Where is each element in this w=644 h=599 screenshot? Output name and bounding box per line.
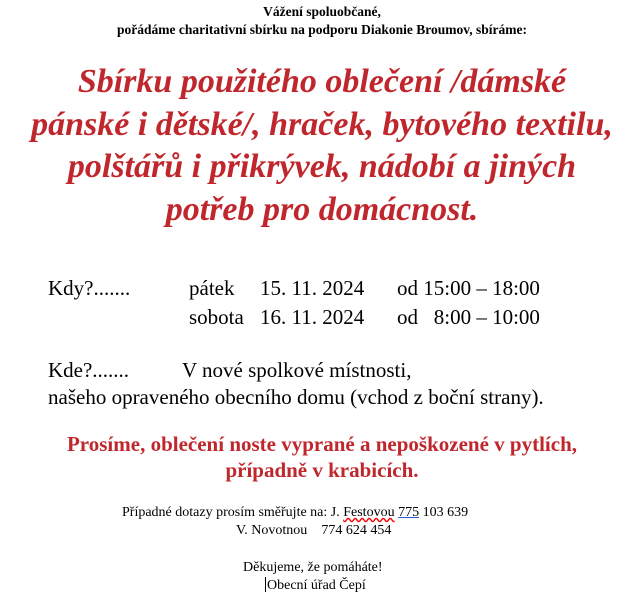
appeal-line-2: případně v krabicích. bbox=[225, 458, 419, 482]
text-cursor bbox=[265, 577, 266, 592]
when-label: Kdy?....... bbox=[48, 276, 131, 300]
contact-line-2 bbox=[236, 522, 391, 540]
where-line-1: V nové spolkové místnosti, bbox=[182, 358, 412, 382]
appeal-text bbox=[0, 431, 644, 483]
when-day-2: sobota bbox=[189, 305, 244, 329]
when-time-1: od 15:00 – 18:00 bbox=[397, 276, 540, 300]
where-label: Kde?....... bbox=[48, 358, 130, 382]
when-date-1: 15. 11. 2024 bbox=[260, 276, 365, 300]
where-line-2: našeho opraveného obecního domu (vchod z boční strany). bbox=[48, 385, 544, 409]
contact-phone-1-part: 775 bbox=[398, 505, 420, 520]
appeal-line-1: Prosíme, oblečení noste vyprané a nepoškozené v pytlích, bbox=[66, 432, 577, 456]
greeting: Vážení spoluobčané, bbox=[263, 4, 381, 19]
when-date-2: 16. 11. 2024 bbox=[260, 305, 365, 329]
contact-phone-2: 774 624 454 bbox=[321, 523, 392, 538]
contact-name-2: V. Novotnou bbox=[236, 523, 308, 538]
headline-line-3: polštářů i přikrývek, nádobí a jiných bbox=[67, 148, 577, 185]
contact-name-1: Festovou bbox=[343, 505, 395, 520]
headline-line-2: pánské i dětské/, hraček, bytového textilu, bbox=[31, 105, 613, 143]
contact-phone-1-rest: 103 639 bbox=[422, 505, 469, 520]
when-time-2: od 8:00 – 10:00 bbox=[397, 305, 540, 329]
signature-line bbox=[265, 577, 366, 595]
headline-line-1: Sbírku použitého oblečení /dámské bbox=[77, 63, 567, 100]
thanks-text: Děkujeme, že pomáháte! bbox=[243, 560, 383, 575]
intro-line: pořádáme charitativní sbírku na podporu Diakonie Broumov, sbíráme: bbox=[116, 22, 528, 37]
when-day-1: pátek bbox=[189, 276, 235, 300]
contact-line-1 bbox=[122, 504, 468, 522]
collection-headline bbox=[0, 61, 644, 231]
signature-text: Obecní úřad Čepí bbox=[267, 578, 366, 593]
contact-prefix: Případné dotazy prosím směřujte na: J. bbox=[122, 505, 340, 520]
headline-line-4: potřeb pro domácnost. bbox=[165, 190, 479, 228]
